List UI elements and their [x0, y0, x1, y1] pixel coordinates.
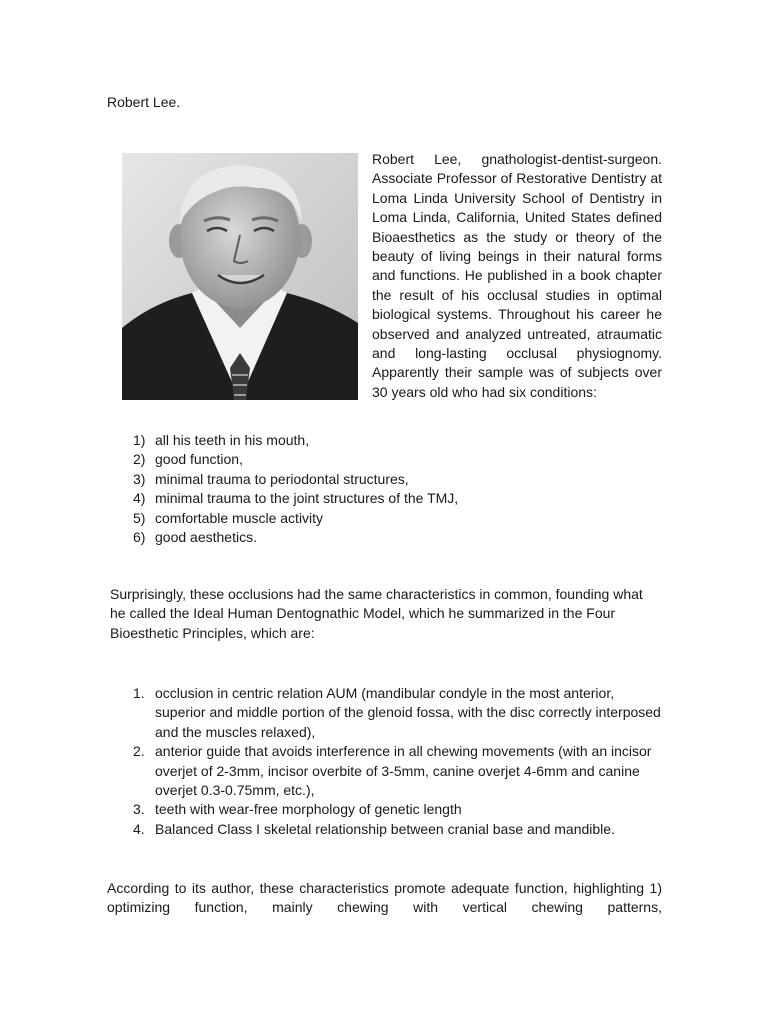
list-item: 3. teeth with wear-free morphology of genetic length	[133, 801, 462, 818]
list-item: 4) minimal trauma to the joint structures of the TMJ,	[133, 490, 459, 507]
principles-intro-paragraph: Surprisingly, these occlusions had the same characteristics in common, founding what he called the Ideal Human Dentognathic Model, which he summarized in the Four Bioesthetic Principles, which are:	[110, 586, 643, 641]
list-item: 2) good function,	[133, 451, 243, 468]
principles-list	[133, 684, 661, 839]
list-item: 6) good aesthetics.	[133, 529, 257, 546]
list-item: 1. occlusion in centric relation AUM (mandibular condyle in the most anterior, superior and middle portion of the glenoid fossa, with the disc correctly interposed and the muscles relaxed),	[133, 685, 661, 740]
portrait-photo	[122, 153, 358, 400]
list-item: 1) all his teeth in his mouth,	[133, 432, 310, 448]
intro-paragraph: Robert Lee, gnathologist-dentist-surgeon. Associate Professor of Restorative Dentistry at Loma Linda University School of Dentistry in Loma Linda, California, United States defined Bioaesthetics as the study or theory of the beauty of living beings in their natural forms and functions. He published in a book chapter the result of his occlusal studies in optimal biological systems. Throughout his career he observed and analyzed untreated, atraumatic and long-lasting occlusal physiognomy. Apparently their sample was of subjects over 30 years old who had six conditions:	[107, 150, 662, 402]
list-item: 3) minimal trauma to periodontal structures,	[133, 470, 409, 487]
conclusion-paragraph: According to its author, these characteristics promote adequate function, highlighting 1) optimizing function, mainly chewing with vertical chewing patterns,	[107, 880, 662, 916]
conditions-list	[133, 431, 653, 547]
list-item: 5) comfortable muscle activity	[133, 509, 324, 526]
list-item: 2. anterior guide that avoids interference in all chewing movements (with an incisor overjet of 2-3mm, incisor overbite of 3-5mm, canine overjet 4-6mm and canine overjet 0.3-0.75mm, etc.),	[133, 743, 652, 799]
list-item: 4. Balanced Class I skeletal relationship between cranial base and mandible.	[133, 820, 615, 837]
page-heading: Robert Lee.	[107, 94, 181, 110]
